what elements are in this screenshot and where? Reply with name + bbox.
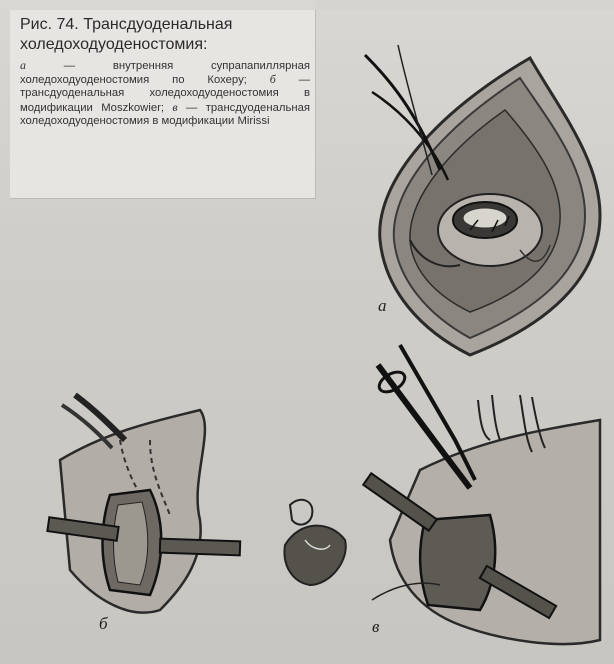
figure-title: Рис. 74. Трансдуоденальная холедоходуоденостомия: (20, 16, 233, 53)
panel-label-a: а (378, 296, 387, 315)
panel-v-drawing (363, 345, 600, 644)
panel-b-drawing (47, 395, 240, 613)
panel-label-b: б (99, 614, 108, 633)
legend-text-b: — трансдуоденальная холедоходуоденостомия в модификации Moszkowier; (20, 74, 311, 114)
legend-letter-a: а (20, 58, 26, 72)
legend-text-a: — внутренняя супрапапиллярная холедоходуоденостомия по Кохеру; (20, 60, 310, 87)
legend-letter-b: б (269, 72, 276, 87)
panel-a-drawing (365, 45, 600, 355)
legend-text-v: — трансдуоденальная холедоходуоденостомия в модификации Mirissi (20, 101, 310, 127)
legend-letter-v: в (172, 99, 178, 114)
panel-label-v: в (372, 617, 380, 636)
papilla-detail-drawing (284, 500, 345, 585)
